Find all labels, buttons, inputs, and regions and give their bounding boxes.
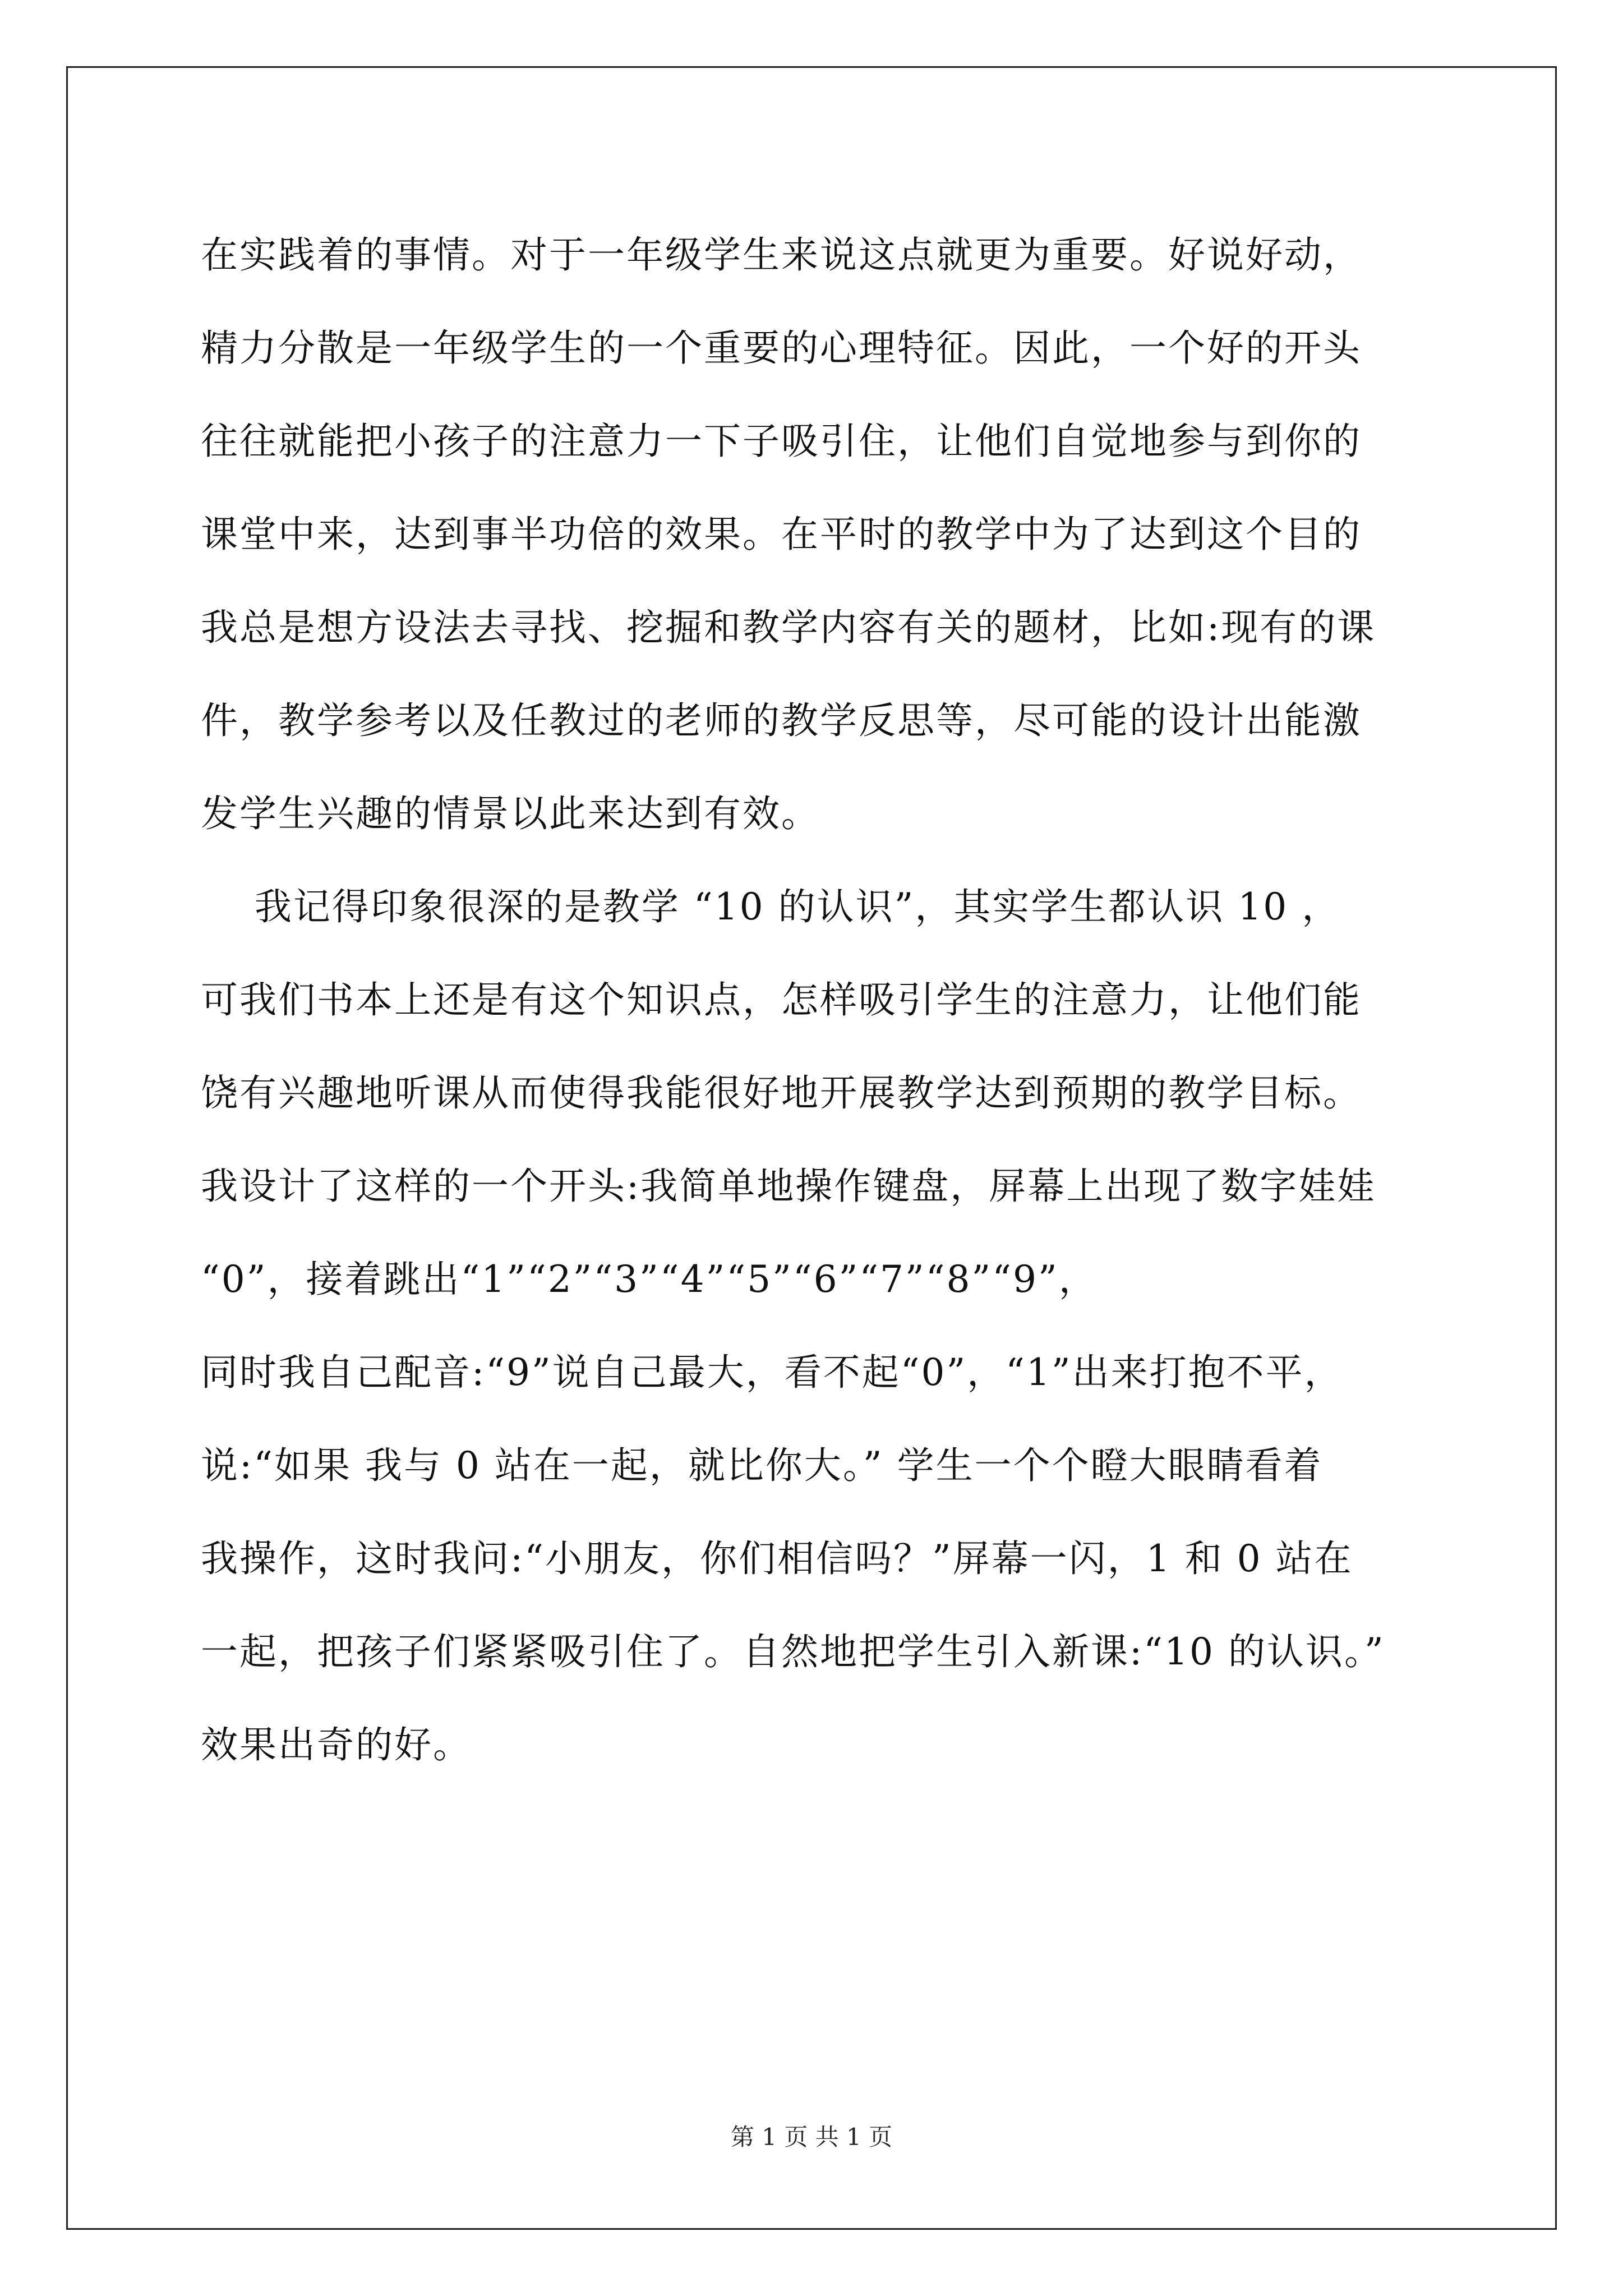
text-line: 我操作，这时我问:“小朋友，你们相信吗？”屏幕一闪，1 和 0 站在	[201, 1537, 1353, 1580]
text-line: 精力分散是一年级学生的一个重要的心理特征。因此，一个好的开头	[201, 326, 1362, 370]
page-number: 第 1 页 共 1 页	[730, 2123, 893, 2151]
text-line: 饶有兴趣地听课从而使得我能很好地开展教学达到预期的教学目标。	[201, 1071, 1362, 1115]
text-line: 效果出奇的好。	[201, 1723, 472, 1766]
text-line: 课堂中来，达到事半功倍的效果。在平时的教学中为了达到这个目的	[201, 513, 1362, 556]
text-line: “0”，接着跳出“1”“2”“3”“4”“5”“6”“7”“8”“9”，	[201, 1258, 1098, 1301]
text-line: 一起，把孩子们紧紧吸引住了。自然地把学生引入新课:“10 的认识。”	[201, 1630, 1385, 1673]
text-line: 说:“如果 我与 0 站在一起，就比你大。” 学生一个个瞪大眼睛看着	[201, 1444, 1323, 1487]
text-line: 同时我自己配音:“9”说自己最大，看不起“0”，“1”出来打抱不平，	[201, 1351, 1343, 1394]
text-line: 往往就能把小孩子的注意力一下子吸引住，让他们自觉地参与到你的	[201, 420, 1362, 463]
text-line: 可我们书本上还是有这个知识点，怎样吸引学生的注意力，让他们能	[201, 978, 1362, 1022]
text-line: 件，教学参考以及任教过的老师的教学反思等，尽可能的设计出能激	[201, 699, 1362, 742]
text-line: 我设计了这样的一个开头:我简单地操作键盘，屏幕上出现了数字娃娃	[201, 1165, 1376, 1208]
document-body	[201, 209, 1429, 1792]
text-line: 在实践着的事情。对于一年级学生来说这点就更为重要。好说好动，	[201, 233, 1362, 277]
text-line: 我记得印象很深的是教学 “10 的认识”，其实学生都认识 10 ，	[201, 885, 1341, 928]
text-line: 我总是想方设法去寻找、挖掘和教学内容有关的题材，比如:现有的课	[201, 606, 1376, 649]
text-line: 发学生兴趣的情景以此来达到有效。	[201, 792, 820, 835]
